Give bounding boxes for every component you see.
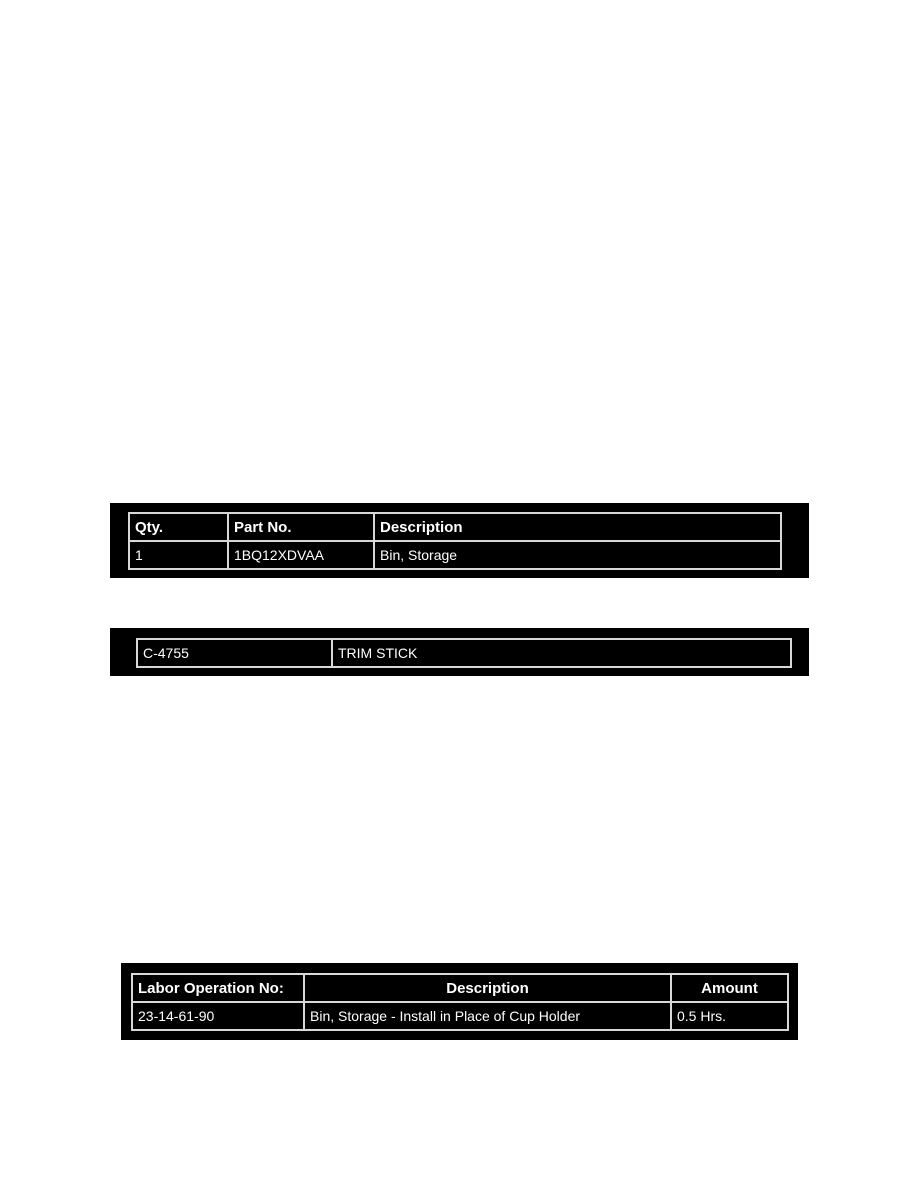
parts-table-header-row bbox=[129, 513, 781, 541]
parts-cell-description: Bin, Storage bbox=[374, 541, 781, 569]
labor-cell-description: Bin, Storage - Install in Place of Cup Holder bbox=[304, 1002, 671, 1030]
labor-table-panel bbox=[121, 963, 798, 1040]
parts-table bbox=[128, 512, 782, 570]
labor-cell-operation-no: 23-14-61-90 bbox=[132, 1002, 304, 1030]
labor-header-description: Description bbox=[304, 974, 671, 1002]
tools-cell-tool-no: C-4755 bbox=[137, 639, 332, 667]
parts-cell-qty: 1 bbox=[129, 541, 228, 569]
parts-header-qty: Qty. bbox=[129, 513, 228, 541]
labor-table-header-row bbox=[132, 974, 788, 1002]
labor-header-operation-no: Labor Operation No: bbox=[132, 974, 304, 1002]
labor-cell-amount: 0.5 Hrs. bbox=[671, 1002, 788, 1030]
parts-header-part-no: Part No. bbox=[228, 513, 374, 541]
table-row bbox=[129, 541, 781, 569]
labor-header-amount: Amount bbox=[671, 974, 788, 1002]
parts-cell-part-no: 1BQ12XDVAA bbox=[228, 541, 374, 569]
labor-table bbox=[131, 973, 789, 1031]
tools-table bbox=[136, 638, 792, 668]
table-row bbox=[137, 639, 791, 667]
tools-cell-name: TRIM STICK bbox=[332, 639, 791, 667]
parts-table-panel bbox=[110, 503, 809, 578]
table-row bbox=[132, 1002, 788, 1030]
tools-table-panel bbox=[110, 628, 809, 676]
parts-header-description: Description bbox=[374, 513, 781, 541]
